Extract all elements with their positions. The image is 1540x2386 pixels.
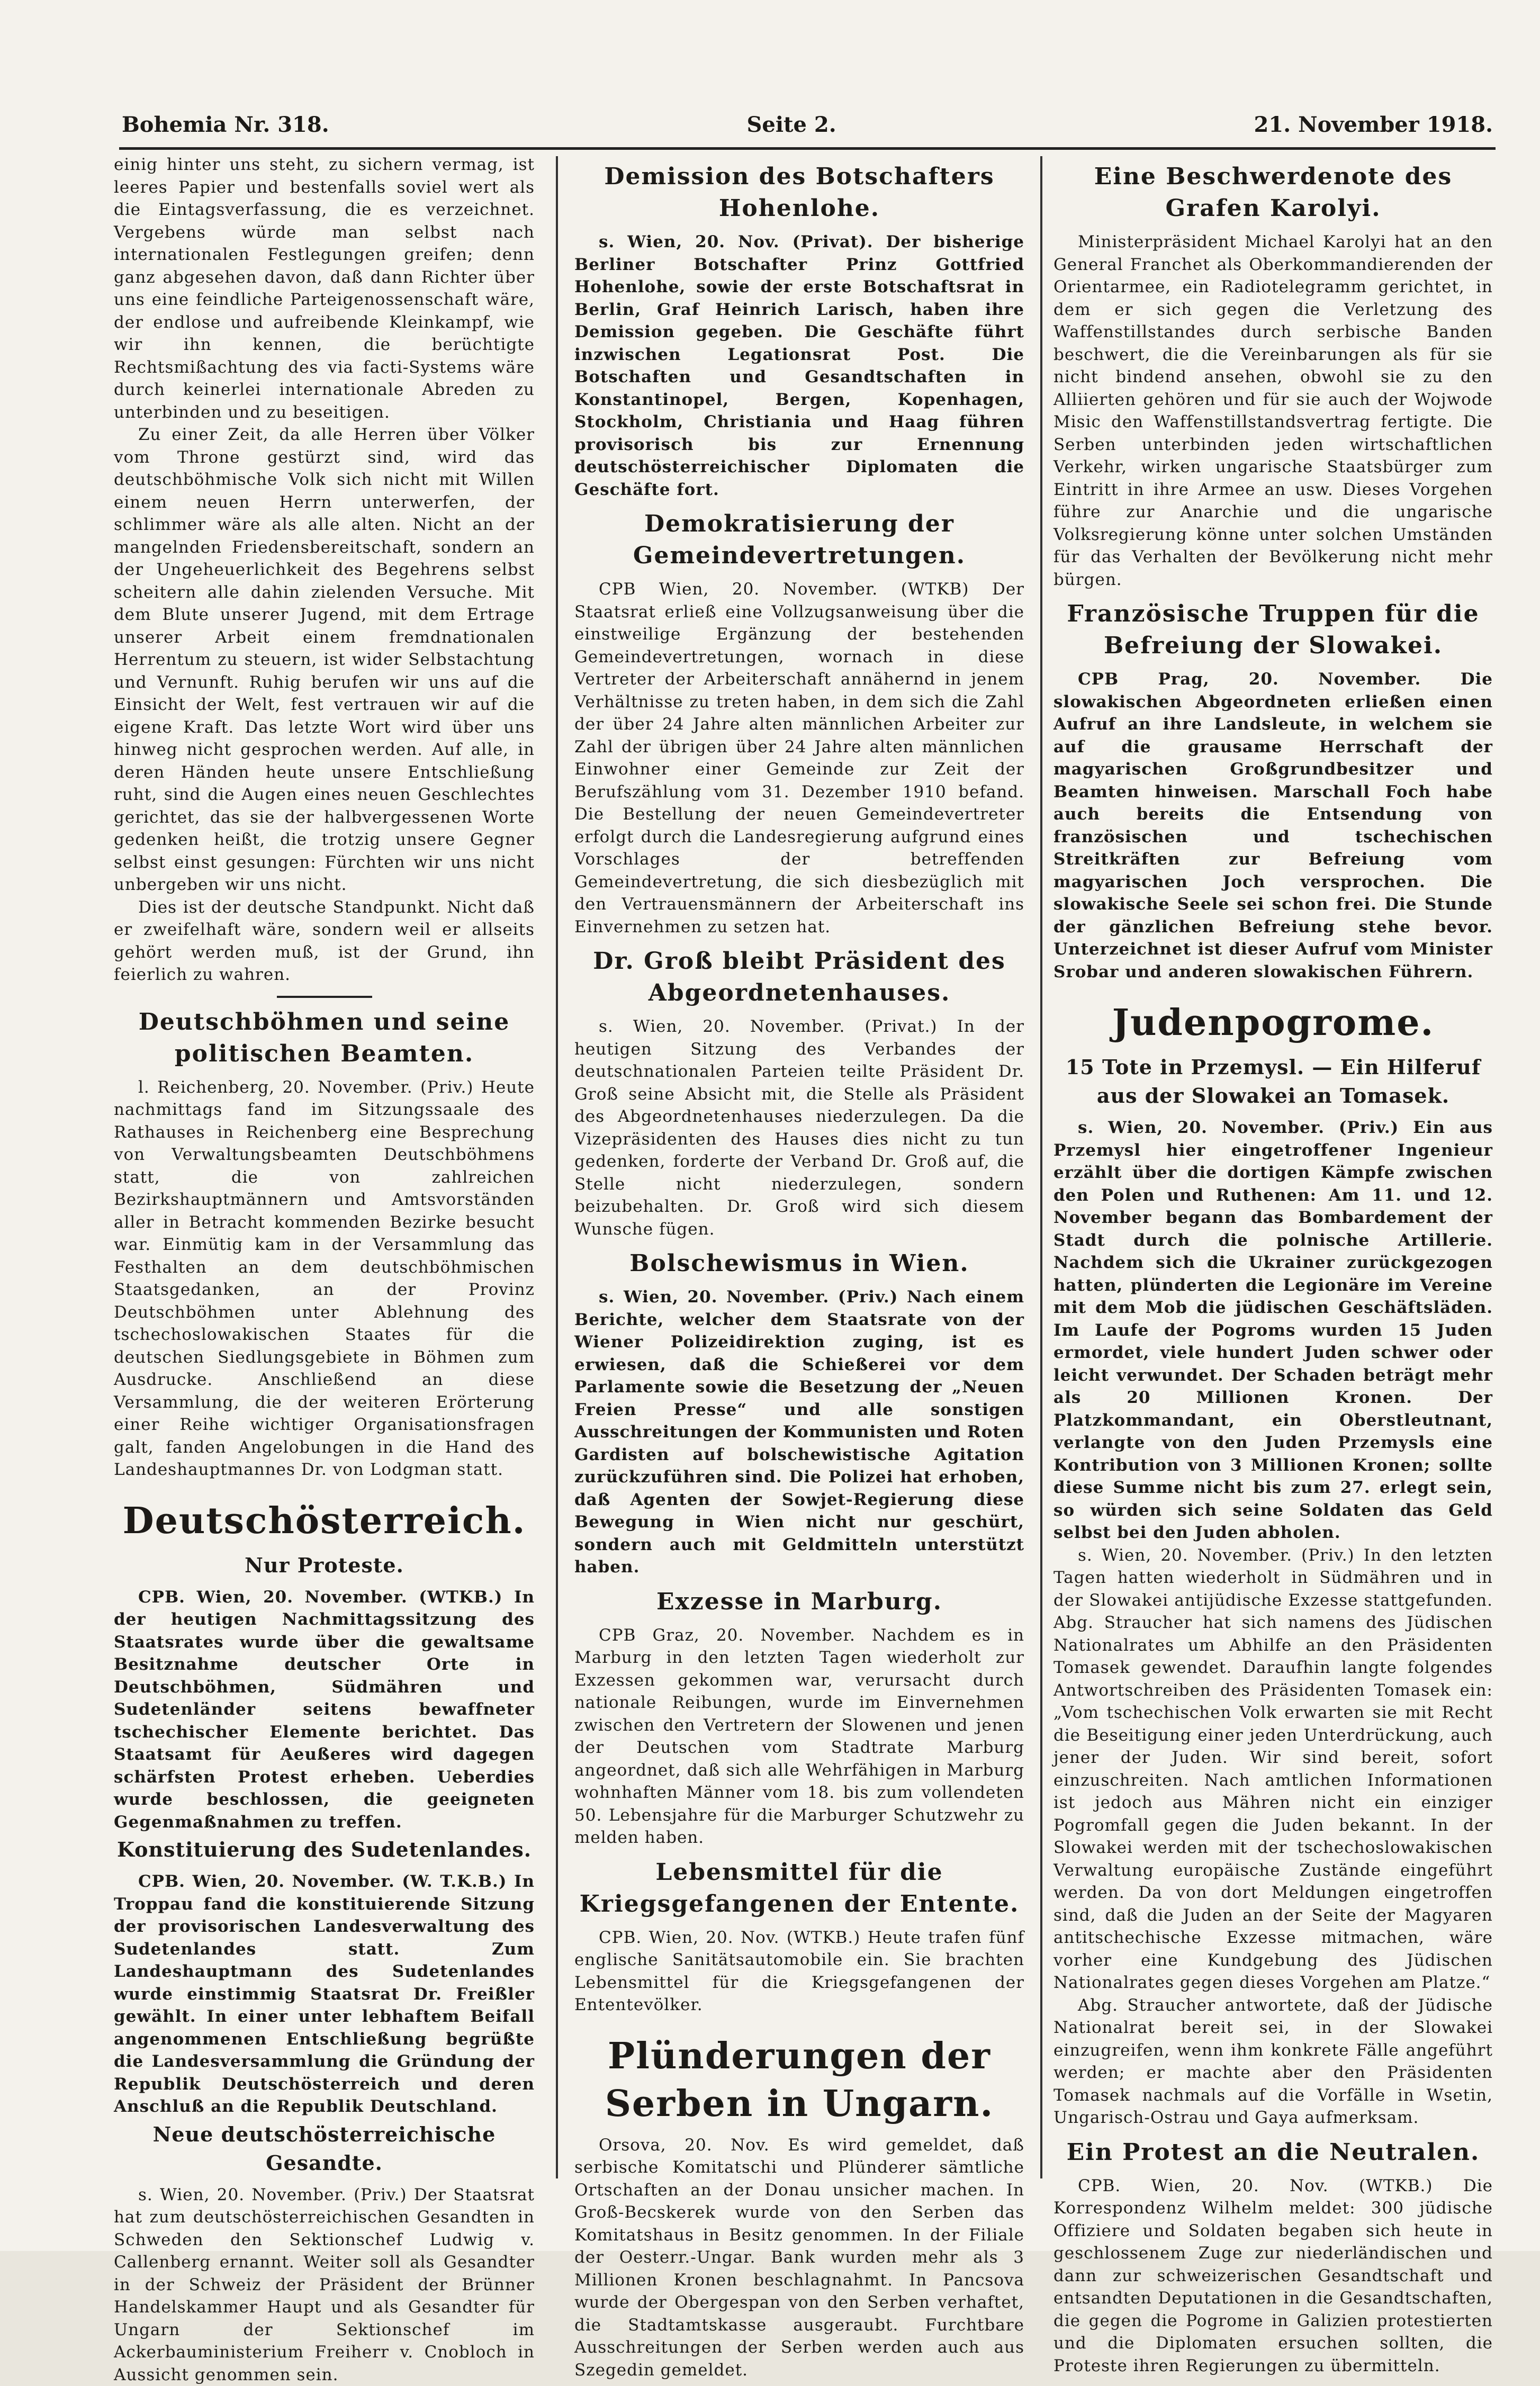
article-paragraph: s. Wien, 20. November. (Priv.) Nach einem Berichte, welcher dem Staatsrate von der Wiener Polizeidirektion zuging, ist es erwiesen, daß die Schießerei vor dem Parlamente sowie die Besetzung der „Neuen Freien Presse“ und alle sonstigen Ausschreitungen der Kommunisten und Roten Gardisten auf bolschewistische Agitation zurückzuführen sind. Die Polizei hat erhoben, daß Agenten der Sowjet-Regierung diese Bewegung in Wien nicht nur geschürt, sondern auch mit Geldmitteln unterstützt haben. [574, 1286, 1024, 1579]
article-paragraph: CPB Wien, 20. November. (WTKB) Der Staatsrat erließ eine Vollzugsanweisung über die einstweilige Ergänzung der bestehenden Gemeindevertretungen, wornach in diese Vertreter der Arbeiterschaft annähernd in jenem Verhältnisse zu treten haben, in dem sich die Zahl der über 24 Jahre alten männlichen Arbeiter zur Zahl der übrigen über 24 Jahre alten männlichen Einwohner einer Gemeinde zur Zeit der Berufszählung vom 31. Dezember 1910 befand. Die Bestellung der neuen Gemeindevertreter erfolgt durch die Landesregierung aufgrund eines Vorschlages der betreffenden Gemeindevertretung, die sich diesbezüglich mit den Vertrauensmännern der Arbeiterschaft ins Einvernehmen zu setzen hat. [574, 578, 1024, 938]
column-separator [556, 156, 558, 2178]
article-paragraph: CPB Graz, 20. November. Nachdem es in Marburg in den letzten Tagen wiederholt zur Exzessen gekommen war, verursacht durch nationale Reibungen, wurde im Einvernehmen zwischen den Vertretern der Slowenen und jenen der Deutschen vom Stadtrate Marburg angeordnet, daß sich alle Wehrfähigen in Marburg wohnhaften Männer vom 18. bis zum vollendeten 50. Lebensjahre für die Marburger Schutzwehr zu melden haben. [574, 1624, 1024, 1849]
headline-sudetenland: Konstituierung des Sudetenlandes. [114, 1835, 535, 1864]
article-paragraph: Ministerpräsident Michael Karolyi hat an den General Franchet als Oberkommandierenden der Orientarmee, ein Radiotelegramm gerichtet, in dem er sich gegen die Verletzung des Waffenstillstandes durch serbische Banden beschwert, die die Vereinbarungen als für sie nicht bindend ansehen, obwohl sie zu den Alliierten gehören und für sie auch der Wojwode Misic den Waffenstillstandsvertrag fertigte. Die Serben unterbinden jeden wirtschaftlichen Verkehr, wirken ungarische Staatsbürger zum Eintritt in ihre Armee an usw. Dieses Vorgehen führe zur Anarchie und die ungarische Volksregierung könne unter solchen Umständen für das Verhalten der Bevölkerung nicht mehr bürgen. [1053, 231, 1493, 591]
masthead-rule [119, 147, 1496, 150]
column-3 [1053, 154, 1493, 2192]
headline-pluenderungen: Plünderungen der Serben in Ungarn. [574, 2032, 1024, 2128]
article-paragraph: CPB. Wien, 20. November. (W. T.K.B.) In Troppau fand die konstituierende Sitzung der provisorischen Landesverwaltung des Sudetenlandes statt. Zum Landeshauptmann des Sudetenlandes wurde einstimmig Staatsrat Dr. Freißler gewählt. In einer unter lebhaftem Beifall angenommenen Entschließung begrüßte die Landesversammlung die Gründung der Republik Deutschösterreich und deren Anschluß an die Republik Deutschland. [114, 1870, 535, 2118]
article-paragraph: CPB. Wien, 20. Nov. (WTKB.) Heute trafen fünf englische Sanitätsautomobile ein. Sie brachten Lebensmittel für die Kriegsgefangenen der Ententevölker. [574, 1926, 1024, 2016]
headline-gemeindevertretungen: Demokratisierung der Gemeindevertretungen. [574, 508, 1024, 572]
masthead-date: 21. November 1918. [1254, 112, 1493, 137]
headline-deutschboehmen-beamten: Deutschböhmen und seine politischen Beamten. [114, 1006, 535, 1070]
article-paragraph: Dies ist der deutsche Standpunkt. Nicht daß er zweifelhaft wäre, sondern weil er allseits gehört werden muß, ist der Grund, ihn feierlich zu wahren. [114, 896, 535, 986]
article-paragraph: Abg. Straucher antwortete, daß der Jüdische Nationalrat bereit sei, in der Slowakei einzugreifen, wenn ihm konkrete Fälle angeführt werden; er machte aber den Präsidenten Tomasek nachmals auf die Vorfälle in Wsetin, Ungarisch-Ostrau und Gaya aufmerksam. [1053, 1994, 1493, 2129]
article-paragraph: s. Wien, 20. November. (Priv.) Der Staatsrat hat zum deutschösterreichischen Gesandten in Schweden den Sektionschef Ludwig v. Callenberg ernannt. Weiter soll als Gesandter in der Schweiz der Präsident der Brünner Handelskammer Haupt und als Gesandter für Ungarn der Sektionschef im Ackerbauministerium Freiherr v. Cnobloch in Aussicht genommen sein. [114, 2184, 535, 2386]
article-paragraph: s. Wien, 20. November. (Privat.) In der heutigen Sitzung des Verbandes der deutschnationalen Parteien teilte Präsident Dr. Groß seine Absicht mit, die Stelle als Präsident des Abgeordnetenhauses niederzulegen. Da die Vizepräsidenten des Hauses dies nicht zu tun gedenken, forderte der Verband Dr. Groß auf, die Stelle nicht niederzulegen, sondern beizubehalten. Dr. Groß wird sich diesem Wunsche fügen. [574, 1015, 1024, 1240]
article-paragraph: Zu einer Zeit, da alle Herren über Völker vom Throne gestürzt sind, wird das deutschböhmische Volk sich nicht mit Willen einem neuen Herrn unterwerfen, der schlimmer wäre als alle alten. Nicht an der mangelnden Friedensbereitschaft, sondern an der Ungeheuerlichkeit des Begehrens selbst scheitern alle dahin zielenden Versuche. Mit dem Blute unserer Jugend, mit dem Ertrage unserer Arbeit einem fremdnationalen Herrentum zu steuern, ist wider Selbstachtung und Vernunft. Ruhig berufen wir uns auf die Einsicht der Welt, fest vertrauen wir auf die eigene Kraft. Das letzte Wort wird über uns hinweg nicht gesprochen werden. Auf alle, in deren Händen heute unsere Entschließung ruht, sind die Augen eines neuen Geschlechtes gerichtet, das sie der halbvergessenen Worte gedenken heißt, die trotzig unsere Gegner selbst einst gesungen: Fürchten wir uns nicht unbergeben wir uns nicht. [114, 424, 535, 896]
masthead [122, 106, 1493, 143]
article-paragraph: CPB Prag, 20. November. Die slowakischen Abgeordneten erließen einen Aufruf an ihre Landsleute, in welchem sie auf die grausame Herrschaft der magyarischen Großgrundbesitzer und Beamten hinweisen. Marschall Foch habe auch bereits die Entsendung von französischen und tschechischen Streitkräften zur Befreiung vom magyarischen Joch versprochen. Die slowakische Seele sei schon frei. Die Stunde der gänzlichen Befreiung stehe bevor. Unterzeichnet ist dieser Aufruf vom Minister Srobar und anderen slowakischen Führern. [1053, 668, 1493, 983]
subheadline-nur-proteste: Nur Proteste. [114, 1551, 535, 1580]
headline-marburg: Exzesse in Marburg. [574, 1586, 1024, 1618]
masthead-issue: Bohemia Nr. 318. [122, 112, 329, 137]
article-paragraph: s. Wien, 20. November. (Priv.) Ein aus Przemysl hier eingetroffener Ingenieur erzählt über die dortigen Kämpfe zwischen den Polen und Ruthenen: Am 11. und 12. November begann das Bombardement der Stadt durch die polnische Artillerie. Nachdem sich die Ukrainer zurückgezogen hatten, plünderten die Legionäre im Vereine mit dem Mob die jüdischen Geschäftsläden. Im Laufe der Pogroms wurden 15 Juden ermordet, viele hundert Juden schwer oder leicht verwundet. Der Schaden beträgt mehr als 20 Millionen Kronen. Der Platzkommandant, ein Oberstleutnant, verlangte von den Juden Przemysls eine Kontribution von 3 Millionen Kronen; sollte diese Summe nicht bis zum 27. erlegt sein, so würden sich seine Soldaten das Geld selbst bei den Juden abholen. [1053, 1117, 1493, 1544]
headline-lebensmittel: Lebensmittel für die Kriegsgefangenen der Entente. [574, 1857, 1024, 1920]
article-paragraph: Orsova, 20. Nov. Es wird gemeldet, daß serbische Komitatschi und Plünderer sämtliche Ortschaften an der Donau unsicher machen. In Groß-Becskerek wurde von den Serben das Komitatshaus in Besitz genommen. In der Filiale der Oesterr.-Ungar. Bank wurden mehr als 3 Millionen Kronen beschlagnahmt. In Pancsova wurde der Obergespan von den Serben verhaftet, die Stadtamtskasse ausgeraubt. Furchtbare Ausschreitungen der Serben werden auch aus Szegedin gemeldet. [574, 2134, 1024, 2382]
headline-hohenlohe: Demission des Botschafters Hohenlohe. [574, 161, 1024, 224]
subheadline-przemysl: 15 Tote in Przemysl. — Ein Hilferuf aus der Slowakei an Tomasek. [1053, 1053, 1493, 1110]
column-1 [114, 154, 535, 2192]
article-paragraph: CPB. Wien, 20. November. (WTKB.) In der heutigen Nachmittagssitzung des Staatsrates wurde über die gewaltsame Besitznahme deutscher Orte in Deutschböhmen, Südmähren und Sudetenländer seitens bewaffneter tschechischer Elemente berichtet. Das Staatsamt für Aeußeres wird dagegen schärfsten Protest erheben. Ueberdies wurde beschlossen, die geeigneten Gegenmaßnahmen zu treffen. [114, 1586, 535, 1834]
headline-deutschoesterreich: Deutschösterreich. [114, 1497, 535, 1545]
article-paragraph: einig hinter uns steht, zu sichern vermag, ist leeres Papier und bestenfalls soviel wert als die Eintagsverfassung, die es verzeichnet. Vergebens würde man selbst nach internationalen Festlegungen greifen; denn ganz abgesehen davon, daß dann Richter über uns eine feindliche Parteigenossenschaft wäre, der endlose und aufreibende Kleinkampf, wie wir ihn kennen, die berüchtigte Rechtsmißachtung des via facti-Systems wäre durch keinerlei internationale Abreden zu unterbinden und zu beseitigen. [114, 154, 535, 424]
headline-protest-neutralen: Ein Protest an die Neutralen. [1053, 2137, 1493, 2168]
headline-karolyi: Eine Beschwerdenote des Grafen Karolyi. [1053, 161, 1493, 224]
article-paragraph: s. Wien, 20. November. (Priv.) In den letzten Tagen hatten wiederholt in Südmähren und in der Slowakei antijüdische Exzesse stattgefunden. Abg. Straucher hat sich namens des Jüdischen Nationalrates um Abhilfe an den Präsidenten Tomasek gewendet. Daraufhin langte folgendes Antwortschreiben des Präsidenten Tomasek ein: „Vom tschechischen Volk erwarten sie mit Recht die Beseitigung einer jeden Unterdrückung, auch jener der Juden. Wir sind bereit, sofort einzuschreiten. Nach amtlichen Informationen ist jedoch aus Mähren nicht ein einziger Pogromfall gegen die Juden bekannt. In der Slowakei werden mit der tschechoslowakischen Verwaltung europäische Zustände eingeführt werden. Da von dort Meldungen eingetroffen sind, daß die Juden an der Seite der Magyaren antitschechische Exzesse mitmachen, wäre vorher eine Kundgebung des Jüdischen Nationalrates gegen dieses Vorgehen am Platze.“ [1053, 1544, 1493, 1994]
article-paragraph: l. Reichenberg, 20. November. (Priv.) Heute nachmittags fand im Sitzungssaale des Rathauses in Reichenberg eine Besprechung von Verwaltungsbeamten Deutschböhmens statt, die von zahlreichen Bezirkshauptmännern und Amtsvorständen aller in Betracht kommenden Bezirke besucht war. Einmütig kam in der Versammlung das Festhalten an dem deutschböhmischen Staatsgedanken, an der Provinz Deutschböhmen unter Ablehnung des tschechoslowakischen Staates für die deutschen Siedlungsgebiete in Böhmen zum Ausdrucke. Anschließend an diese Versammlung, die der weiteren Erörterung einer Reihe wichtiger Organisationsfragen galt, fanden Angelobungen in die Hand des Landeshauptmannes Dr. von Lodgman statt. [114, 1076, 535, 1481]
headline-slowakei: Französische Truppen für die Befreiung der Slowakei. [1053, 598, 1493, 662]
headline-gesandte: Neue deutschösterreichische Gesandte. [114, 2120, 535, 2177]
article-paragraph: s. Wien, 20. Nov. (Privat). Der bisherige Berliner Botschafter Prinz Gottfried Hohenlohe, sowie der erste Botschaftsrat in Berlin, Graf Heinrich Larisch, haben ihre Demission gegeben. Die Geschäfte führt inzwischen Legationsrat Post. Die Botschaften und Gesandtschaften in Konstantinopel, Bergen, Kopenhagen, Stockholm, Christiania und Haag führen provisorisch bis zur Ernennung deutschösterreichischer Diplomaten die Geschäfte fort. [574, 231, 1024, 501]
column-2 [574, 154, 1024, 2192]
headline-judenpogrome: Judenpogrome. [1053, 999, 1493, 1047]
masthead-page-number: Seite 2. [747, 112, 836, 137]
article-paragraph: CPB. Wien, 20. Nov. (WTKB.) Die Korrespondenz Wilhelm meldet: 300 jüdische Offiziere und Soldaten begaben sich heute in geschlossenem Zuge zur niederländischen und dann zur schweizerischen Gesandtschaft und entsandten Deputationen in die Gesandtschaften, die gegen die Pogrome in Galizien protestierten und die Diplomaten ersuchen sollten, die Proteste ihren Regierungen zu übermitteln. [1053, 2175, 1493, 2378]
section-rule [277, 996, 372, 998]
column-separator [1040, 156, 1042, 2178]
headline-bolschewismus: Bolschewismus in Wien. [574, 1248, 1024, 1280]
headline-gross: Dr. Groß bleibt Präsident des Abgeordnetenhauses. [574, 946, 1024, 1009]
